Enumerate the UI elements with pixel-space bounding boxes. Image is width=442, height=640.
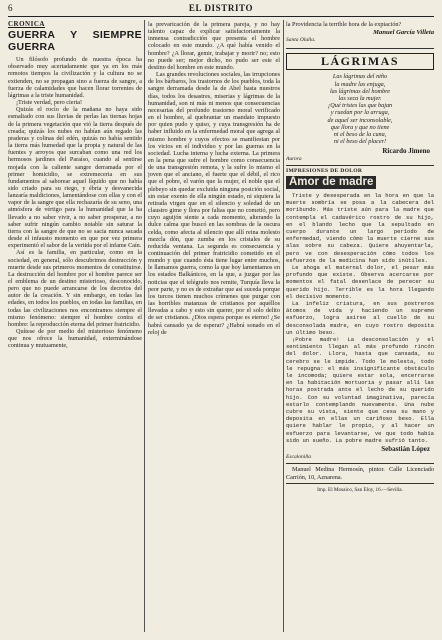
article-paragraph: Un filósofo profundo de nuestra época ha observado muy acertadamente que ya en los más remotos tiempos la civilización y la cultura no se extienden, no se propagan sino a fuerza de sangre, a fuerza de calamidades que hacen llorar torrentes de lágrimas a la triste humanidad. — [8, 56, 142, 99]
poem-place: Aurora — [286, 155, 302, 162]
section-label: IMPRESIONES DE DOLOR — [286, 167, 363, 174]
article-paragraph: Así es la familia, en particular, como en la sociedad, en general, sólo descubrimos destrucción y muerte desde sus primeros momentos de constituirse. La destrucción del hombre por el hombre parece ser el emblema de un destino misterioso, desconocido, pero que no puede arrancarse de los decretos del autor de la creación. Y sin embargo, en todas las edades, en todos los pueblos, en todas las familias, en todas las civilizaciones nos encontramos siempre el mismo fenómeno: siempre el hombre contra el hombre: la reproducción eterna del primer fratricidio. — [8, 249, 142, 328]
section-label: CRÓNICA — [8, 21, 45, 28]
column-3 — [286, 21, 434, 631]
column-divider — [283, 20, 284, 632]
newspaper-title: EL DISTRITO — [188, 3, 254, 13]
author-signature: Sebastián López — [381, 445, 430, 454]
divider — [286, 48, 434, 49]
page-number: 6 — [8, 3, 13, 13]
article-paragraph: La infeliz criatura, en sus postreros átomos de vida y haciendo un supremo esfuerzo, logra asirse al cuello de su desconsolada madre, en cuyo rostro deposita un último beso. — [286, 300, 434, 336]
article-headline: Amor de madre — [286, 176, 376, 189]
header-rule — [8, 16, 434, 17]
article-paragraph: Le ahoga el maternal dolor, el pesar más profundo que existe. Observa acercarse por momentos el fatal desenlace de perecer su querido hijo. Terrible es la hora llegando el decisivo momento. — [286, 264, 434, 300]
article-paragraph: Quizás el rocío de la mañana no haya sido esmaltado con sus lluvias de perlas las tiernas hojas de la primera vegetación que vió la tierra después de creada; quizás los nubes no habían aún regado las praderas y colinas del edén, quizás no había sentido la tierra más humedad que la propia y natural de las fuentes y arroyos que surcaban como una red los hermosos jardines del Paraíso, cuando al sentirse mojada con la caliente sangre derramada por el primer homicidio, se extremeceria en sus fundamentos al saborear aquel líquido que no había sido criado para su riego, y ébria y desvanecida lanzaría maldiciones, lamentándose con ellas y con el vapor de la sangre que ella rechazaría de su seno, una atmósfera de vértigo para la humanidad que la ha llevado a no saber vivir, a no saber prosperar, a no saber sufrir ningún cambio notable sin saturar la tierra con la sangre de que no se sacia nunca sacada desde el infausto momento en que por vez primera experimentó el sabor de la vertida por el infame Caín. — [8, 106, 142, 250]
printer-imprint: Imp. El Mosaico, San Eloy, 16.—Sevilla. — [317, 486, 403, 493]
article-headline: GUERRA Y SIEMPRE GUERRA — [8, 29, 142, 54]
article-paragraph: ¡Pobre madre! La desconsolación y el sentimiento llegan al más profundo rincón del dolor. Llora, hasta que cansada, su cerebro se le impide. Todo le molesta, todo le repugna: el más insignificante obstáculo le incomoda; quiere estar sola, encerrarse en la habitación mortuoria y pasar allí las horas postrada ante el lecho de su querido hijo. Con su voluntad imaginativa, parecía estarlo contemplando nuevamente. Una nube cubre su vista, siente que cesa su mano y deposita en ellas un cariñoso beso. Ella quiere hablar le propio, y al hacer un esfuerzo para levantarse, ve que todo había sido un sueño. La pobre madre sufrió tanto. — [286, 336, 434, 444]
poem-line: Las lágrimas del niño — [332, 73, 388, 81]
poem-line: las lágrimas del hombre — [329, 87, 391, 95]
divider — [286, 165, 434, 166]
article-body — [286, 192, 434, 444]
author-place: Escalonilla — [286, 454, 312, 461]
article-paragraph: la prevaricación de la primera pareja, y no hay talento capaz de explicar satisfactoriamente la inmensa contradicción que presenta el hombre colocado en este mundo. ¿A qué había venido el hombre? ¿A llorar, gemir, trabajar y morir? no; esto no puede ser; mejor dicho, no pudo ser este el destino del hombre en este mundo. — [148, 21, 280, 71]
article-paragraph: Quítese de por medio del misterioso fenómeno que nos ofrece la humanidad, exterminándose continua y mutuamente, — [8, 328, 142, 350]
poem — [286, 73, 434, 145]
poem-line: y ruedan por la arruga, — [330, 109, 390, 117]
poem-line: que llora y que no tiene — [330, 123, 390, 131]
poem-line: ¡Qué tristes las que bajan — [327, 102, 393, 110]
divider — [286, 483, 434, 484]
poem-line: ni el beso de la cuna, — [333, 131, 387, 139]
advertisement: Manuel Medina Hermosín, pintor. Calle Licenciado Carrión, 10, Aznarena. — [286, 466, 434, 481]
poem-line: de aquel ser inconsolable, — [327, 116, 393, 124]
article-paragraph: ¡Triste verdad, pero cierta! — [16, 99, 83, 107]
divider — [286, 463, 434, 464]
column-2 — [148, 21, 280, 631]
poem-line: la madre las enjuga, — [334, 80, 386, 88]
article-continuation: la Providencia la terrible hora de la expiación? — [286, 21, 402, 28]
poem-line: ni el beso del placer! — [333, 138, 387, 146]
article-paragraph: Las grandes revoluciones sociales, las irrupciones de los bárbaros, los trastornos de los pueblos, toda la sangre derramada desde la de Abel hasta nuestros días, todos los desastres, miserias y lágrimas de la humanidad, son ni más ni menos que consecuencias necesarias del profundo trastorno moral verificado en el hombre, al quebrantar un mandato impuesto por quien pudo y quiso, y cuya transgresión ha de haber influido en la enfermedad moral que agrega al mismo hombre y cuyos efectos se manifiestan por los vicios en el individuo y por las guerras en la sociedad. Lucha interna y lucha externa. La primera en la pena que sufre el hombre como consecuencia de una transgresión remota, y la sufre lo mismo el joven que el anciano, el fuerte que el débil, el rico que el pobre, el varón que la mujer, el noble que el plebeyo sin quedar excluida ninguna posición social, sin estar exento de ella ningún estado, ni siquiera la retirada virgen que en el silencio y soledad de un claustro gime y llora por faltas que no cometió, pero cuyo aguijón siente a cada momento, alterando la dulce calma que buscó en las sombras de la oscura celda, como afecta al silencio que allí reina molesto mezcla dón, que zumba en los cristales de su reducida ventana. La segunda es consecuencia y continuación del primer fratricidio cometido en el mundo y que cuando ésta tiene lugar entre muchos, le llamamos guerra, como la que hoy lamentamos en los estados Balkánicos, en la que, a juzgar por las noticias que el telégrafo nos remite, Turquía lleva la peor parte, y no es de extrañar que así suceda porque los turcos tienen muchos crímenes que purgar con las horribles matanzas de cristianos por aquéllos llevadas a cabo y esto sin querer, por el solo delito de ser cristianos. ¿Dios espera porque es eterno! ¿Se habrá cansado ya de esperar? ¿Habrá sonado en el reloj de — [148, 71, 280, 336]
author-place: Santa Olalla. — [286, 37, 316, 44]
column-1 — [8, 21, 142, 631]
poem-author: Ricardo Jimeno — [382, 146, 430, 155]
author-signature: Manuel García Villeta — [373, 29, 434, 37]
column-divider — [144, 20, 145, 632]
page-header — [8, 3, 434, 16]
poem-line: las seca la mujer. — [338, 95, 382, 103]
article-paragraph: Triste y desesperada en la hora en que la muerte sombría se posa a la cabecera del moribundo. Más triste aún para la madre que contempla el cadavérico rostro de su hijo, en el blando lecho que la sepultado en cuerpo durante un largo período de enfermedad, viendo cómo la muerte cierne sus alas sobre su cabeza. Quiere ahuyentarla, pero ve con desesperación cómo todos los esfuerzos de la medicina han sido inútiles. — [286, 191, 434, 264]
poem-title: LÁGRIMAS — [286, 53, 434, 70]
